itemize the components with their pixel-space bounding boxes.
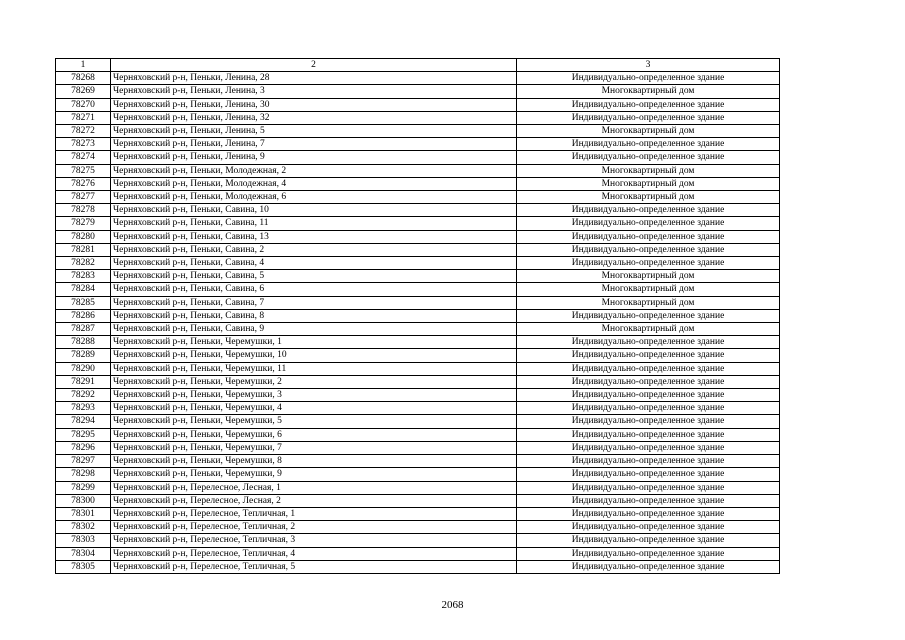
address-cell: Черняховский р-н, Пеньки, Савина, 2 [111,243,517,256]
building-type-cell: Индивидуально-определенное здание [517,349,780,362]
address-cell: Черняховский р-н, Пеньки, Савина, 10 [111,204,517,217]
building-type-cell: Индивидуально-определенное здание [517,547,780,560]
row-number-cell: 78287 [56,323,111,336]
row-number-cell: 78270 [56,98,111,111]
row-number-cell: 78297 [56,455,111,468]
table-row [56,151,780,164]
address-cell: Черняховский р-н, Пеньки, Ленина, 3 [111,85,517,98]
row-number-cell: 78275 [56,164,111,177]
row-number-cell: 78272 [56,125,111,138]
table-row [56,296,780,309]
building-type-cell: Многоквартирный дом [517,270,780,283]
building-type-cell: Индивидуально-определенное здание [517,111,780,124]
row-number-cell: 78295 [56,428,111,441]
address-cell: Черняховский р-н, Пеньки, Черемушки, 1 [111,336,517,349]
address-cell: Черняховский р-н, Пеньки, Савина, 6 [111,283,517,296]
table-row [56,560,780,573]
building-type-cell: Индивидуально-определенное здание [517,428,780,441]
column-header-type: 3 [517,59,780,72]
address-cell: Черняховский р-н, Пеньки, Ленина, 28 [111,72,517,85]
table-row [56,389,780,402]
table-row [56,191,780,204]
row-number-cell: 78269 [56,85,111,98]
address-cell: Черняховский р-н, Пеньки, Ленина, 5 [111,125,517,138]
row-number-cell: 78286 [56,309,111,322]
building-type-cell: Индивидуально-определенное здание [517,441,780,454]
building-type-cell: Индивидуально-определенное здание [517,243,780,256]
table-row [56,428,780,441]
row-number-cell: 78281 [56,243,111,256]
building-type-cell: Индивидуально-определенное здание [517,534,780,547]
row-number-cell: 78292 [56,389,111,402]
row-number-cell: 78280 [56,230,111,243]
table-row [56,257,780,270]
row-number-cell: 78299 [56,481,111,494]
address-cell: Черняховский р-н, Пеньки, Черемушки, 9 [111,468,517,481]
building-type-cell: Индивидуально-определенное здание [517,560,780,573]
address-cell: Черняховский р-н, Перелесное, Тепличная, 1 [111,507,517,520]
row-number-cell: 78300 [56,494,111,507]
row-number-cell: 78278 [56,204,111,217]
building-type-cell: Индивидуально-определенное здание [517,389,780,402]
row-number-cell: 78294 [56,415,111,428]
table-row [56,362,780,375]
address-cell: Черняховский р-н, Перелесное, Лесная, 2 [111,494,517,507]
building-type-cell: Многоквартирный дом [517,283,780,296]
address-cell: Черняховский р-н, Пеньки, Молодежная, 6 [111,191,517,204]
row-number-cell: 78303 [56,534,111,547]
table-row [56,349,780,362]
table-row [56,204,780,217]
table-row [56,455,780,468]
address-cell: Черняховский р-н, Пеньки, Савина, 13 [111,230,517,243]
address-cell: Черняховский р-н, Пеньки, Ленина, 9 [111,151,517,164]
row-number-cell: 78291 [56,375,111,388]
row-number-cell: 78304 [56,547,111,560]
table-row [56,164,780,177]
address-cell: Черняховский р-н, Пеньки, Молодежная, 2 [111,164,517,177]
table-row [56,494,780,507]
address-cell: Черняховский р-н, Пеньки, Ленина, 32 [111,111,517,124]
registry-table [55,58,780,574]
row-number-cell: 78302 [56,521,111,534]
row-number-cell: 78296 [56,441,111,454]
table-row [56,309,780,322]
address-cell: Черняховский р-н, Пеньки, Черемушки, 4 [111,402,517,415]
address-cell: Черняховский р-н, Пеньки, Ленина, 7 [111,138,517,151]
building-type-cell: Индивидуально-определенное здание [517,230,780,243]
row-number-cell: 78279 [56,217,111,230]
row-number-cell: 78268 [56,72,111,85]
building-type-cell: Индивидуально-определенное здание [517,217,780,230]
row-number-cell: 78284 [56,283,111,296]
page-number: 2068 [441,599,464,611]
column-header-address: 2 [111,59,517,72]
table-row [56,415,780,428]
table-row [56,125,780,138]
address-cell: Черняховский р-н, Пеньки, Савина, 8 [111,309,517,322]
table-row [56,138,780,151]
address-cell: Черняховский р-н, Пеньки, Савина, 5 [111,270,517,283]
building-type-cell: Индивидуально-определенное здание [517,507,780,520]
row-number-cell: 78274 [56,151,111,164]
building-type-cell: Индивидуально-определенное здание [517,257,780,270]
building-type-cell: Индивидуально-определенное здание [517,455,780,468]
building-type-cell: Индивидуально-определенное здание [517,521,780,534]
building-type-cell: Индивидуально-определенное здание [517,98,780,111]
building-type-cell: Индивидуально-определенное здание [517,362,780,375]
row-number-cell: 78305 [56,560,111,573]
address-cell: Черняховский р-н, Пеньки, Савина, 11 [111,217,517,230]
building-type-cell: Многоквартирный дом [517,85,780,98]
building-type-cell: Многоквартирный дом [517,191,780,204]
row-number-cell: 78301 [56,507,111,520]
building-type-cell: Многоквартирный дом [517,177,780,190]
table-row [56,283,780,296]
address-cell: Черняховский р-н, Пеньки, Черемушки, 3 [111,389,517,402]
row-number-cell: 78283 [56,270,111,283]
building-type-cell: Многоквартирный дом [517,164,780,177]
building-type-cell: Индивидуально-определенное здание [517,204,780,217]
table-row [56,217,780,230]
table-row [56,98,780,111]
header-row [56,59,780,72]
table-row [56,85,780,98]
building-type-cell: Индивидуально-определенное здание [517,402,780,415]
building-type-cell: Многоквартирный дом [517,296,780,309]
address-cell: Черняховский р-н, Перелесное, Тепличная, 3 [111,534,517,547]
building-type-cell: Индивидуально-определенное здание [517,151,780,164]
table-row [56,375,780,388]
table-row [56,534,780,547]
address-cell: Черняховский р-н, Пеньки, Черемушки, 5 [111,415,517,428]
address-cell: Черняховский р-н, Пеньки, Черемушки, 8 [111,455,517,468]
row-number-cell: 78285 [56,296,111,309]
table-row [56,402,780,415]
address-cell: Черняховский р-н, Пеньки, Молодежная, 4 [111,177,517,190]
table-row [56,243,780,256]
address-cell: Черняховский р-н, Пеньки, Черемушки, 11 [111,362,517,375]
table-row [56,468,780,481]
table-row [56,336,780,349]
row-number-cell: 78273 [56,138,111,151]
row-number-cell: 78293 [56,402,111,415]
table-row [56,481,780,494]
building-type-cell: Индивидуально-определенное здание [517,138,780,151]
row-number-cell: 78282 [56,257,111,270]
building-type-cell: Многоквартирный дом [517,125,780,138]
row-number-cell: 78277 [56,191,111,204]
row-number-cell: 78288 [56,336,111,349]
row-number-cell: 78298 [56,468,111,481]
address-cell: Черняховский р-н, Пеньки, Черемушки, 10 [111,349,517,362]
address-cell: Черняховский р-н, Пеньки, Черемушки, 6 [111,428,517,441]
address-cell: Черняховский р-н, Пеньки, Савина, 9 [111,323,517,336]
address-cell: Черняховский р-н, Пеньки, Савина, 4 [111,257,517,270]
address-cell: Черняховский р-н, Перелесное, Тепличная, 2 [111,521,517,534]
table-row [56,507,780,520]
building-type-cell: Индивидуально-определенное здание [517,72,780,85]
table-row [56,72,780,85]
row-number-cell: 78276 [56,177,111,190]
building-type-cell: Индивидуально-определенное здание [517,468,780,481]
address-cell: Черняховский р-н, Пеньки, Савина, 7 [111,296,517,309]
table-body [56,72,780,574]
address-cell: Черняховский р-н, Перелесное, Тепличная, 5 [111,560,517,573]
column-header-number: 1 [56,59,111,72]
building-type-cell: Индивидуально-определенное здание [517,375,780,388]
table-row [56,547,780,560]
address-cell: Черняховский р-н, Перелесное, Лесная, 1 [111,481,517,494]
building-type-cell: Индивидуально-определенное здание [517,336,780,349]
address-cell: Черняховский р-н, Пеньки, Черемушки, 2 [111,375,517,388]
table-row [56,111,780,124]
row-number-cell: 78289 [56,349,111,362]
address-cell: Черняховский р-н, Пеньки, Черемушки, 7 [111,441,517,454]
table-row [56,521,780,534]
table-row [56,323,780,336]
table-row [56,230,780,243]
building-type-cell: Индивидуально-определенное здание [517,481,780,494]
table-row [56,270,780,283]
building-type-cell: Многоквартирный дом [517,323,780,336]
table-row [56,441,780,454]
address-cell: Черняховский р-н, Пеньки, Ленина, 30 [111,98,517,111]
table-row [56,177,780,190]
row-number-cell: 78290 [56,362,111,375]
row-number-cell: 78271 [56,111,111,124]
address-cell: Черняховский р-н, Перелесное, Тепличная, 4 [111,547,517,560]
building-type-cell: Индивидуально-определенное здание [517,309,780,322]
building-type-cell: Индивидуально-определенное здание [517,494,780,507]
building-type-cell: Индивидуально-определенное здание [517,415,780,428]
